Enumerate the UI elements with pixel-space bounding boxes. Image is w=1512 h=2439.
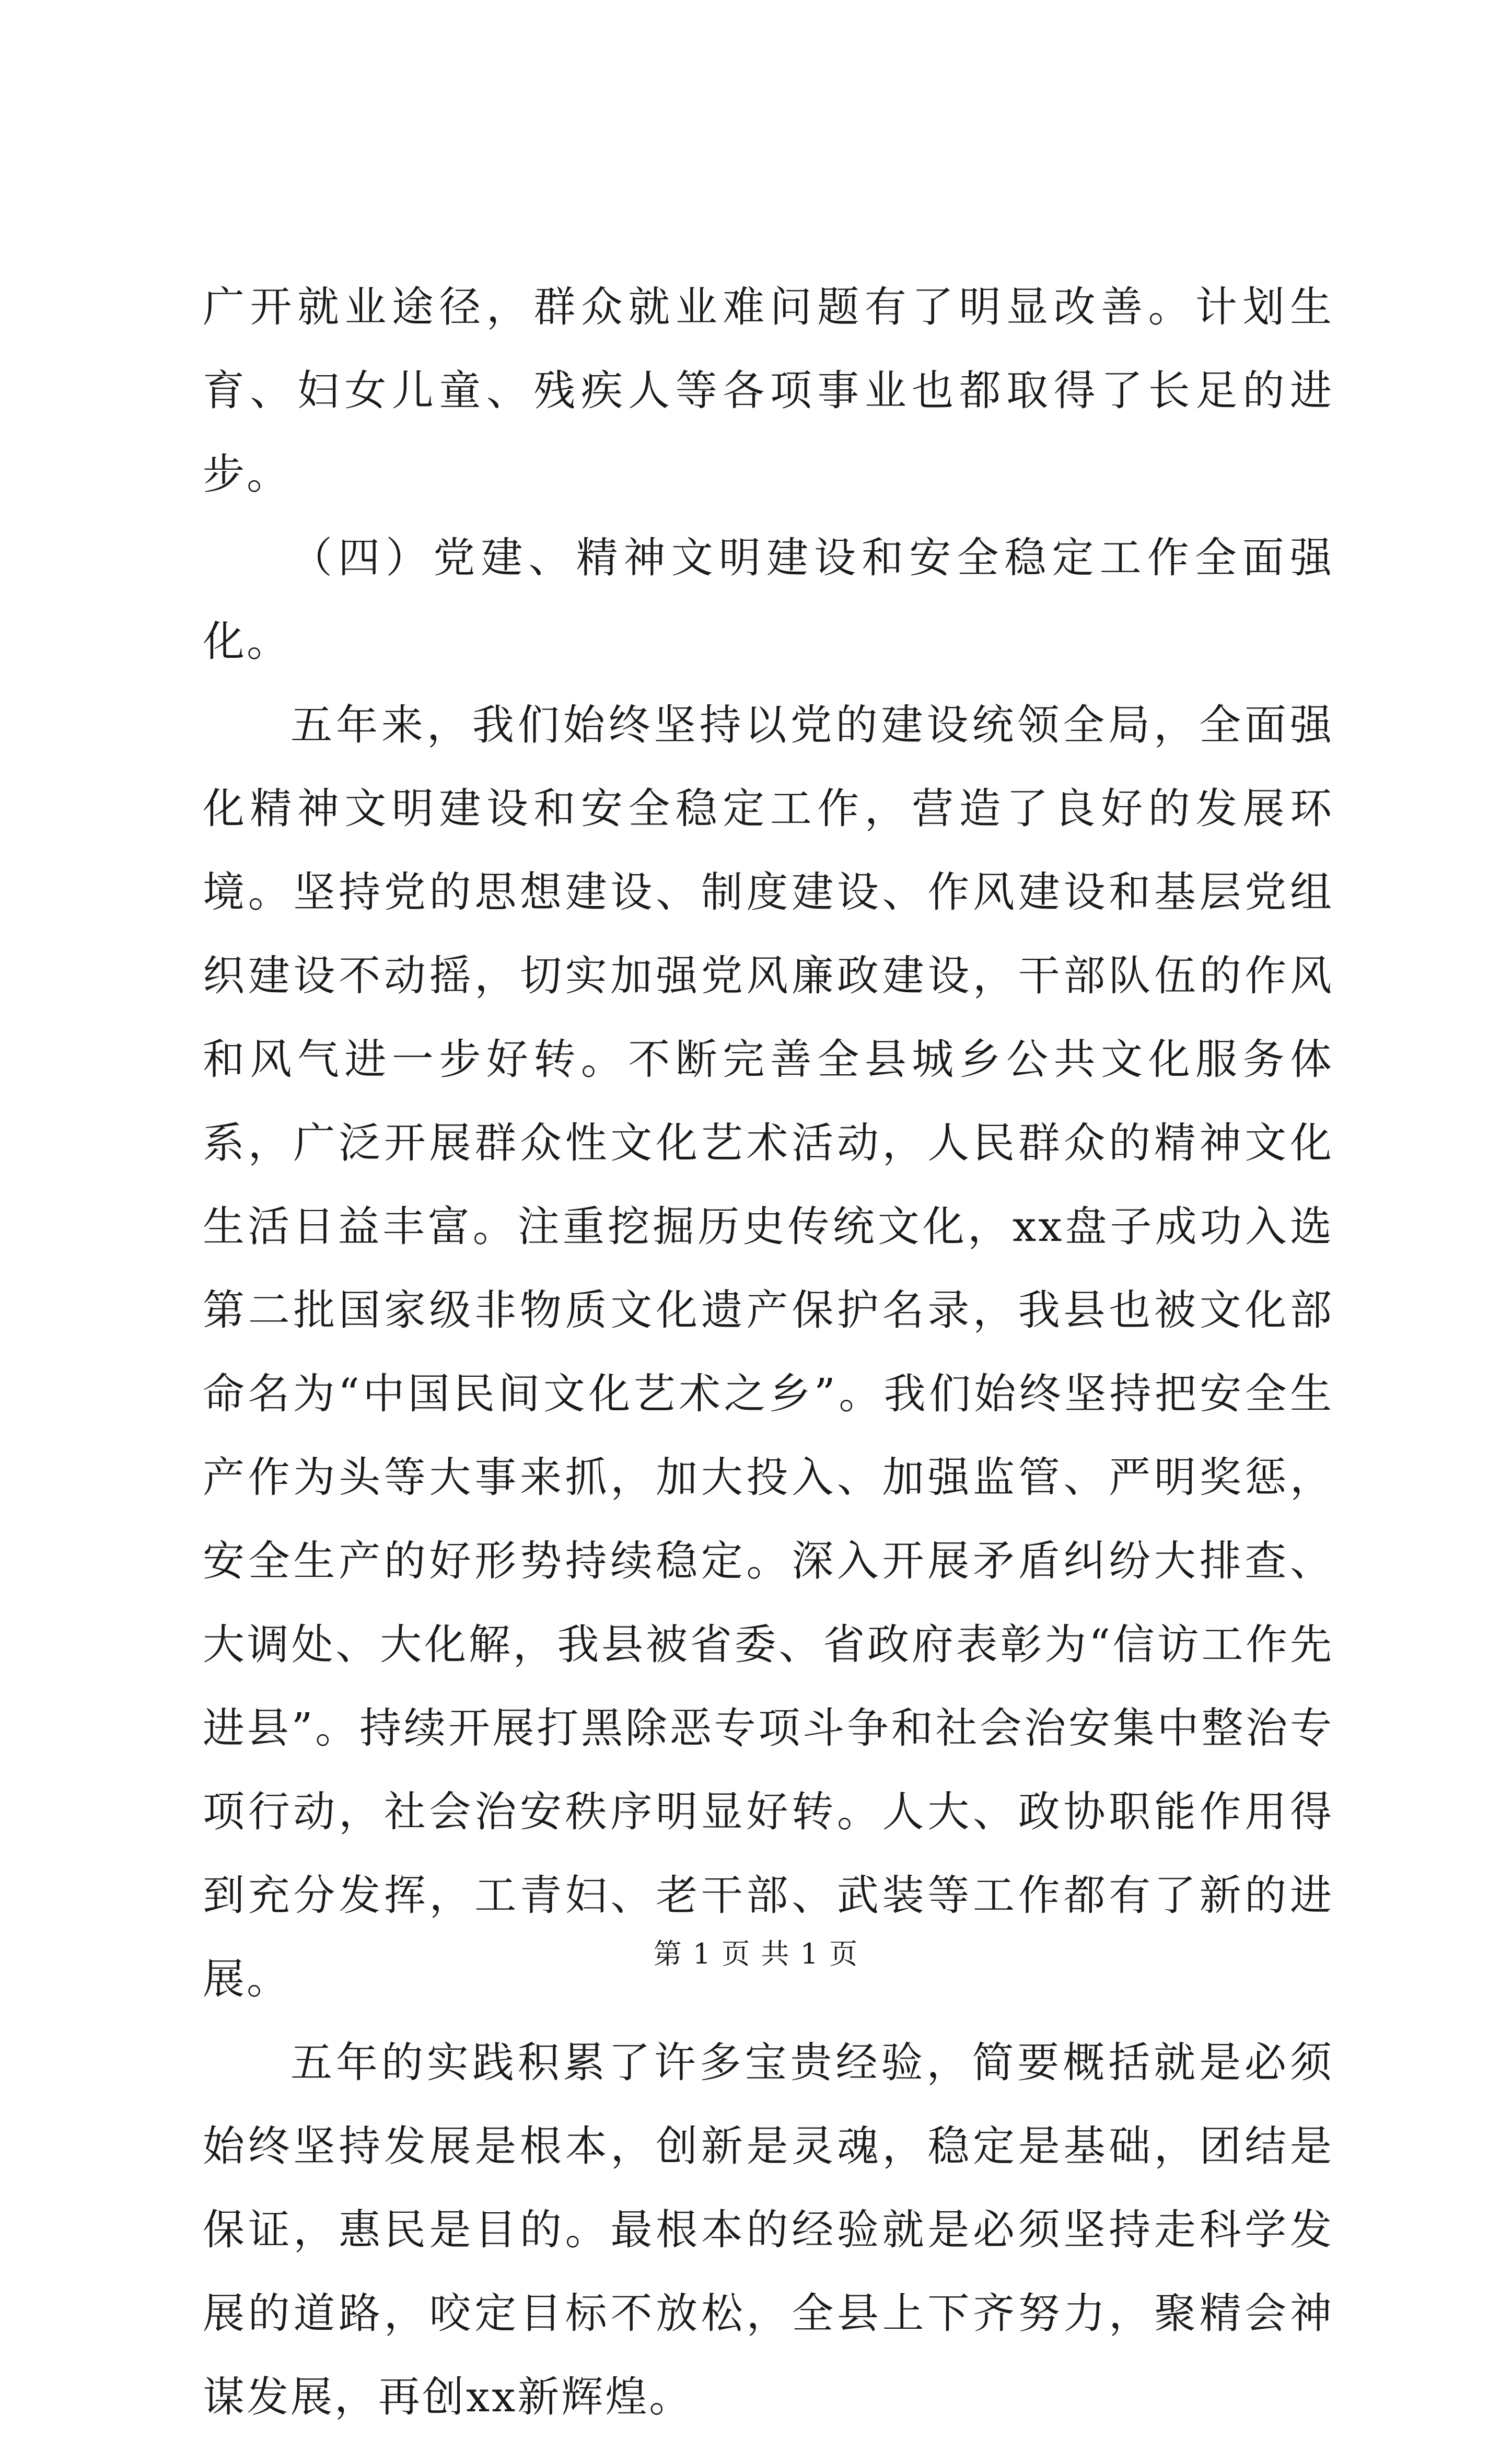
- paragraph-2: 五年来，我们始终坚持以党的建设统领全局，全面强化精神文明建设和安全稳定工作，营造了良好的发展环境。坚持党的思想建设、制度建设、作风建设和基层党组织建设不动摇，切实加强党风廉政建设，干部队伍的作风和风气进一步好转。不断完善全县城乡公共文化服务体系，广泛开展群众性文化艺术活动，人民群众的精神文化生活日益丰富。注重挖掘历史传统文化，xx盘子成功入选第二批国家级非物质文化遗产保护名录，我县也被文化部命名为“中国民间文化艺术之乡”。我们始终坚持把安全生产作为头等大事来抓，加大投入、加强监管、严明奖惩，安全生产的好形势持续稳定。深入开展矛盾纠纷大排查、大调处、大化解，我县被省委、省政府表彰为“信访工作先进县”。持续开展打黑除恶专项斗争和社会治安集中整治专项行动，社会治安秩序明显好转。人大、政协职能作用得到充分发挥，工青妇、老干部、武装等工作都有了新的进展。: [203, 701, 1334, 2003]
- paragraph-3: 五年的实践积累了许多宝贵经验，简要概括就是必须始终坚持发展是根本，创新是灵魂，稳定是基础，团结是保证，惠民是目的。最根本的经验就是必须坚持走科学发展的道路，咬定目标不放松，全县上下齐努力，聚精会神谋发展，再创xx新辉煌。: [203, 2038, 1334, 2421]
- document-body: [203, 265, 1334, 2439]
- section-heading-4: （四）党建、精神文明建设和安全稳定工作全面强化。: [203, 533, 1334, 666]
- page-number: 第 1 页 共 1 页: [653, 1937, 859, 1970]
- paragraph-1: 广开就业途径，群众就业难问题有了明显改善。计划生育、妇女儿童、残疾人等各项事业也都取得了长足的进步。: [203, 283, 1334, 498]
- page-footer: [0, 1936, 1512, 1972]
